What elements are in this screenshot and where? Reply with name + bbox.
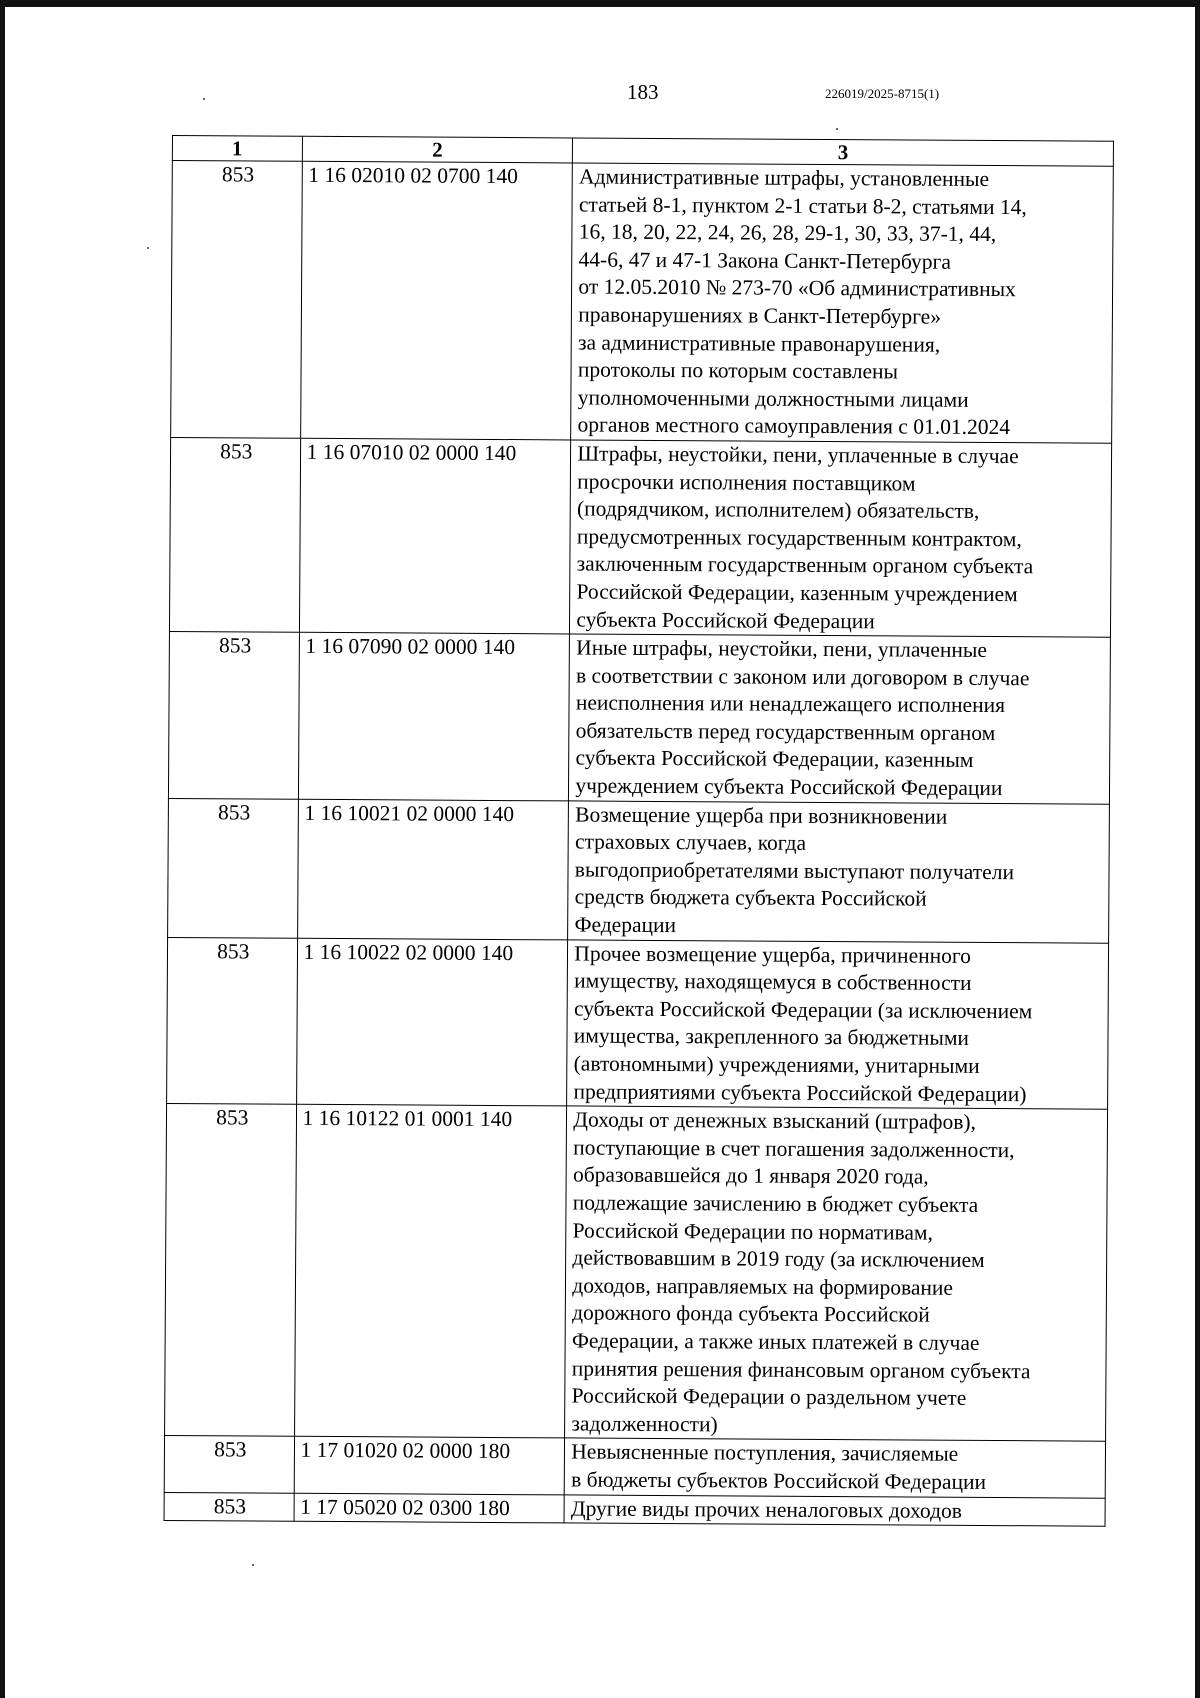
description-line: имуществу, находящемуся в собственности — [574, 968, 972, 996]
description-line: статьей 8-1, пунктом 2-1 статьи 8-2, статьями 14, — [578, 192, 1027, 219]
description-line: доходов, направляемых на формирование — [572, 1273, 954, 1300]
description-line: Российской Федерации о раздельном учете — [571, 1383, 967, 1411]
description-line: Другие виды прочих неналоговых доходов — [570, 1495, 963, 1523]
column-header-1: 1 — [172, 136, 302, 162]
table-row — [167, 937, 1109, 1109]
description-line: Федерации — [574, 912, 677, 938]
scan-speck — [147, 247, 149, 249]
column-header-2: 2 — [302, 136, 573, 163]
description-line: выгодоприобретателями выступают получатели — [574, 857, 1015, 885]
description-line: субъекта Российской Федерации (за исключением — [573, 996, 1033, 1024]
description-line: дорожного фонда субъекта Российской — [572, 1300, 930, 1327]
description-cell — [565, 1438, 1106, 1497]
description-line: субъекта Российской Федерации, казенным — [575, 745, 974, 773]
admin-code-cell: 853 — [171, 161, 302, 439]
revenue-code-cell: 1 16 10022 02 0000 140 — [296, 938, 568, 1106]
description-line: предприятиями субъекта Российской Федерации) — [573, 1079, 1027, 1106]
admin-code-cell: 853 — [167, 937, 298, 1104]
description-line: образовавшейся до 1 января 2020 года, — [572, 1162, 929, 1190]
page-number: 183 — [627, 80, 659, 104]
description-line: (автономными) учреждениями, унитарными — [573, 1051, 980, 1078]
revenue-code-cell: 1 17 01020 02 0000 180 — [294, 1437, 565, 1495]
admin-code-cell: 853 — [164, 1436, 294, 1493]
revenue-code-cell: 1 16 10122 01 0001 140 — [294, 1104, 567, 1438]
description-cell — [568, 801, 1110, 943]
table-body — [164, 161, 1113, 1527]
admin-code-cell: 853 — [168, 798, 298, 938]
description-line: обязательств перед государственным органом — [575, 718, 996, 745]
document-id: 226019/2025-8715(1) — [825, 86, 940, 101]
description-line: уполномоченными должностными лицами — [577, 385, 969, 412]
description-cell — [571, 163, 1113, 443]
description-line: Административные штрафы, установленные — [579, 164, 990, 191]
description-line: правонарушениях в Санкт-Петербурге» — [578, 302, 942, 329]
description-line: (подрядчиком, исполнителем) обязательств, — [576, 496, 980, 524]
scan-border-left — [0, 0, 5, 1698]
description-line: в бюджеты субъектов Российской Федерации — [571, 1467, 987, 1494]
scan-border-top — [0, 0, 1200, 7]
revenue-code-cell: 1 16 07090 02 0000 140 — [298, 632, 570, 800]
description-line: подлежащие зачислению в бюджет субъекта — [572, 1190, 979, 1217]
description-line: принятия решения финансовым органом субъекта — [571, 1355, 1031, 1383]
revenue-code-cell: 1 16 10021 02 0000 140 — [297, 799, 569, 940]
revenue-code-cell: 1 16 07010 02 0000 140 — [299, 438, 571, 634]
description-line: за административные правонарушения, — [577, 330, 941, 357]
description-line: в соответствии с законом или договором в случае — [575, 663, 1030, 690]
description-line: неисполнения или ненадлежащего исполнения — [575, 690, 1006, 718]
description-line: Невыясненные поступления, зачисляемые — [571, 1439, 959, 1467]
description-line: 16, 18, 20, 22, 24, 26, 28, 29-1, 30, 33, 37-1, 44, — [578, 219, 997, 247]
description-line: Российской Федерации по нормативам, — [572, 1218, 934, 1245]
revenue-code-cell: 1 17 05020 02 0300 180 — [294, 1493, 565, 1523]
table-row — [165, 1104, 1108, 1442]
admin-code-cell: 853 — [169, 437, 300, 632]
budget-revenue-table — [164, 135, 1114, 1527]
description-line: Прочее возмещение ущерба, причиненного — [574, 941, 972, 968]
table-row — [168, 798, 1110, 943]
admin-code-cell: 853 — [164, 1492, 294, 1521]
description-cell — [569, 634, 1111, 804]
description-line: Федерации, а также иных платежей в случае — [571, 1328, 980, 1355]
scan-border-right — [1195, 0, 1200, 1698]
admin-code-cell: 853 — [168, 632, 299, 799]
description-line: Штрафы, неустойки, пени, уплаченные в случае — [577, 441, 1019, 469]
table-row — [164, 1436, 1105, 1498]
description-line: от 12.05.2010 № 273-70 «Об административных — [578, 274, 1016, 302]
column-header-3: 3 — [573, 138, 1114, 166]
table-row — [168, 632, 1110, 804]
description-cell — [565, 1106, 1108, 1441]
description-cell — [567, 940, 1109, 1110]
description-line: средств бюджета субъекта Российской — [574, 884, 927, 912]
description-line: протоколы по которым составлены — [577, 357, 899, 384]
description-line: субъекта Российской Федерации — [576, 606, 875, 633]
description-line: органов местного самоуправления с 01.01.2024 — [577, 412, 1011, 440]
description-line: страховых случаев, когда — [574, 829, 807, 856]
description-line: Доходы от денежных взысканий (штрафов), — [573, 1107, 977, 1135]
description-cell — [564, 1494, 1105, 1526]
revenue-code-cell: 1 16 02010 02 0700 140 — [300, 161, 572, 440]
table-row — [164, 1492, 1105, 1526]
description-line: задолженности) — [571, 1411, 718, 1437]
description-line: действовавшим в 2019 году (за исключением — [572, 1245, 985, 1273]
scan-speck — [203, 98, 205, 100]
description-line: Российской Федерации, казенным учреждением — [576, 579, 1018, 607]
description-line: просрочки исполнения поставщиком — [577, 469, 916, 496]
table-row — [171, 161, 1114, 444]
description-line: Иные штрафы, неустойки, пени, уплаченные — [576, 635, 988, 663]
admin-code-cell: 853 — [165, 1104, 297, 1437]
description-cell — [570, 440, 1112, 637]
description-line: 44-6, 47 и 47-1 Закона Санкт-Петербурга — [578, 247, 952, 274]
table-row — [169, 437, 1111, 637]
scan-speck — [836, 128, 838, 130]
description-line: имущества, закрепленного за бюджетными — [573, 1023, 970, 1051]
scan-speck — [252, 1564, 254, 1566]
description-line: учреждением субъекта Российской Федерации — [575, 773, 1003, 801]
description-line: поступающие в счет погашения задолженности, — [573, 1135, 1015, 1162]
description-line: предусмотренных государственным контрактом, — [576, 524, 1022, 551]
description-line: Возмещение ущерба при возникновении — [575, 802, 948, 829]
description-line: заключенным государственным органом субъекта — [576, 551, 1034, 579]
